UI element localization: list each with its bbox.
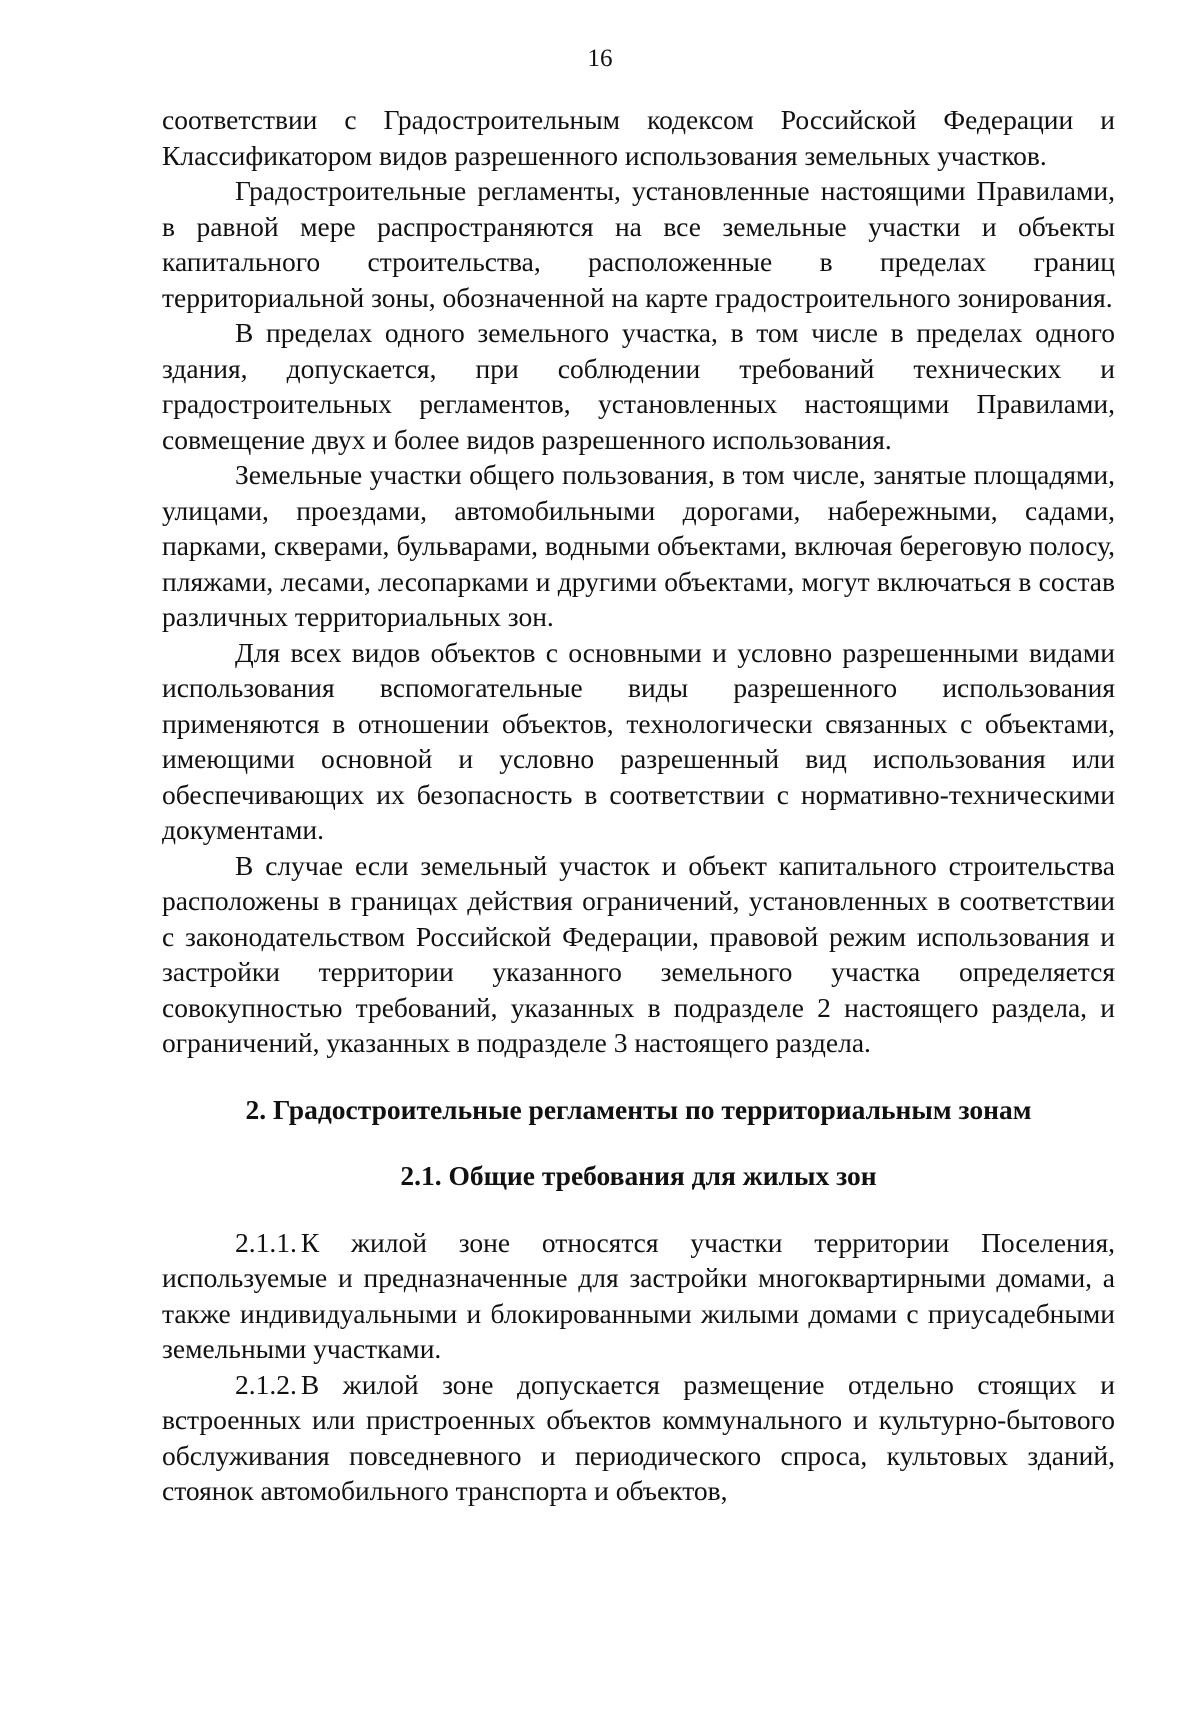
item-text: К жилой зоне относятся участки территории Поселения, используемые и предназначенные для застройки многоквартирными домами, а также индивидуальными и блокированными жилыми домами с приусадебными земельными участками. [162, 1226, 1115, 1364]
paragraph: Градостроительные регламенты, установленные настоящими Правилами, в равной мере распространяются на все земельные участки и объекты капитального строительства, расположенные в пределах границ территориальной зоны, обозначенной на карте градостроительного зонирования. [162, 175, 1115, 313]
item-number: 2.1.2. [235, 1368, 297, 1400]
numbered-item [162, 1367, 1115, 1509]
item-text: В жилой зоне допускается размещение отдельно стоящих и встроенных или пристроенных объектов коммунального и культурно-бытового обслуживания повседневного и периодического спроса, культовых зданий, стоянок автомобильного транспорта и объектов, [162, 1368, 1115, 1506]
subsection-heading: 2.1. Общие требования для жилых зон [400, 1160, 877, 1191]
paragraph-continuation: соответствии с Градостроительным кодексом Российской Федерации и Классификатором видов разрешенного использования земельных участков. [162, 104, 1115, 171]
numbered-item [162, 1225, 1115, 1367]
paragraph: Для всех видов объектов с основными и условно разрешенными видами использования вспомогательные виды разрешенного использования применяются в отношении объектов, технологически связанных с объектами, имеющими основной и условно разрешенный вид использования или обеспечивающих их безопасность в соответствии с нормативно-техническими документами. [162, 636, 1115, 845]
page-number: 16 [587, 45, 613, 72]
document-body [162, 102, 1115, 1509]
paragraph: Земельные участки общего пользования, в том числе, занятые площадями, улицами, проездами, автомобильными дорогами, набережными, садами, парками, скверами, бульварами, водными объектами, включая береговую полосу, пляжами, лесами, лесопарками и другими объектами, могут включаться в состав различных территориальных зон. [162, 459, 1115, 632]
paragraph: В случае если земельный участок и объект капитального строительства расположены в границах действия ограничений, установленных в соответствии с законодательством Российской Федерации, правовой режим использования и застройки территории указанного земельного участка определяется совокупностью требований, указанных в подразделе 2 настоящего раздела, и ограничений, указанных в подразделе 3 настоящего раздела. [162, 849, 1115, 1058]
paragraph: В пределах одного земельного участка, в том числе в пределах одного здания, допускается, при соблюдении требований технических и градостроительных регламентов, установленных настоящими Правилами, совмещение двух и более видов разрешенного использования. [162, 317, 1115, 455]
item-number: 2.1.1. [235, 1226, 297, 1258]
section-heading: 2. Градостроительные регламенты по территориальным зонам [245, 1093, 1032, 1125]
